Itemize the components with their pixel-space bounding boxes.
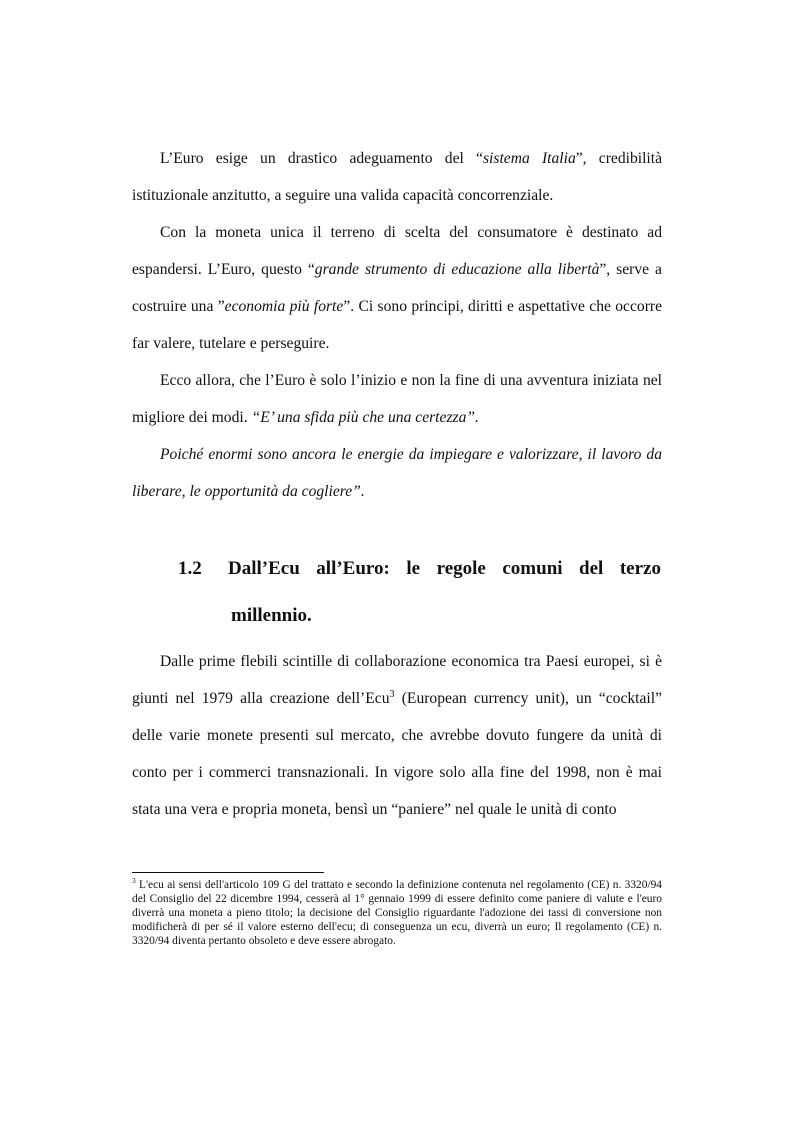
emphasis-text: economia più forte [224, 298, 344, 315]
emphasis-text: “E’ una sfida più che una certezza”. [251, 409, 479, 426]
text: ”, serve a costruire una ” [132, 261, 662, 315]
text: (European currency unit), un “cocktail” delle varie monete presenti sul mercato, che avrebbe dovuto fungere da unità di conto per i commerci transnazionali. In vigore solo alla fine del 1998, non è mai stata una vera e propria moneta, bensì un “paniere” nel quale le unità di conto [132, 690, 662, 818]
emphasis-text: grande strumento di educazione alla libertà [314, 261, 600, 278]
paragraph-ecco-allora [132, 362, 662, 436]
paragraph-euro-adeguamento [132, 140, 662, 214]
section-number: 1.2 [178, 558, 202, 579]
footnote-text: L'ecu ai sensi dell'articolo 109 G del trattato e secondo la definizione contenuta nel regolamento (CE) n. 3320/94 del Consiglio del 22 dicembre 1994, cesserà al 1° gennaio 1999 di essere definito come paniere di valute e l'euro diverrà una moneta a pieno titolo; la decisione del Consiglio riguardante l'adozione dei tassi di conversione non modificherà di per sé il valore esterno dell'ecu; di conseguenza un ecu, diverrà un euro; Il regolamento (CE) n. 3320/94 diventa pertanto obsoleto e deve essere abrogato. [132, 879, 662, 947]
text: Dalle prime flebili scintille di collaborazione economica tra Paesi europei, si è giunti nel 1979 alla creazione dell’Ecu [132, 653, 662, 707]
footnote-reference[interactable]: 3 [389, 688, 395, 700]
footnote [132, 878, 662, 948]
text: Ecco allora, che l’Euro è solo l’inizio e non la fine di una avventura iniziata nel migliore dei modi. [132, 372, 662, 426]
footnote-marker: 3 [132, 876, 136, 886]
text: ”, credibilità istituzionale anzitutto, a seguire una valida capacità concorrenziale. [132, 150, 662, 204]
paragraph-poiche: Poiché enormi sono ancora le energie da impiegare e valorizzare, il lavoro da liberare, le opportunità da cogliere”. [132, 446, 662, 500]
page-body [132, 140, 662, 828]
footnote-separator [132, 872, 324, 873]
section-title-line1: Dall’Ecu all’Euro: le regole comuni del terzo [228, 558, 661, 579]
text: ”. Ci sono principi, diritti e aspettative che occorre far valere, tutelare e perseguire. [132, 298, 662, 352]
paragraph-dalle-prime [132, 643, 662, 828]
section-heading [132, 545, 662, 639]
text: L’Euro esige un drastico adeguamento del “ [160, 150, 483, 167]
section-title-line2: millennio. [231, 605, 312, 626]
emphasis-text: sistema Italia [482, 150, 576, 167]
text: Con la moneta unica il terreno di scelta del consumatore è destinato ad espandersi. L’Euro, questo “ [132, 224, 662, 278]
paragraph-moneta-unica [132, 214, 662, 362]
